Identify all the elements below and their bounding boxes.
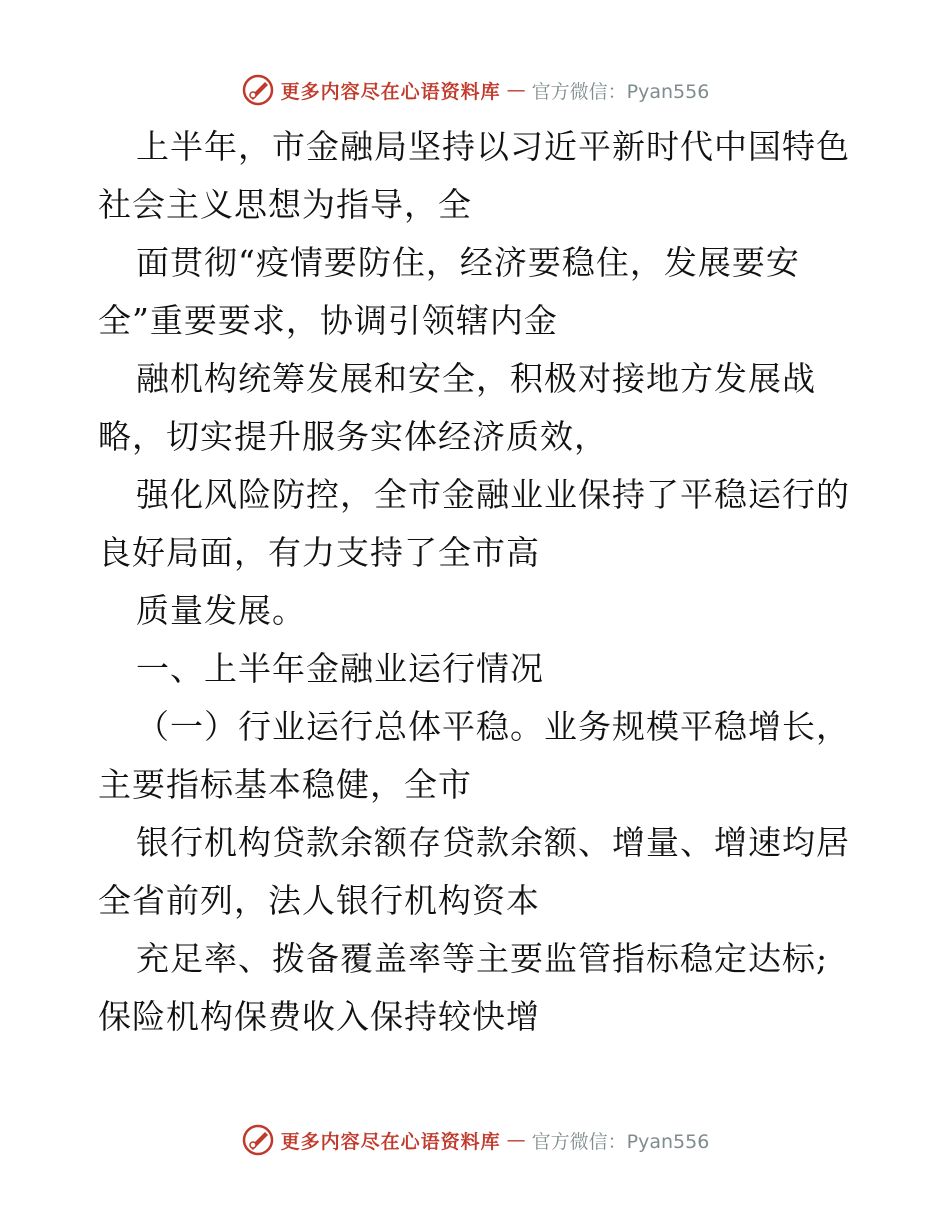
text-line: 保险机构保费收入保持较快增 <box>98 997 540 1036</box>
text-line: 面贯彻“疫情要防住，经济要稳住，发展要安 <box>136 243 800 282</box>
text-line: 强化风险防控，全市金融业业保持了平稳运行的 <box>136 475 850 514</box>
text-line: 质量发展。 <box>136 591 306 630</box>
footer-contact-text: 官方微信：Pyan556 <box>531 1130 710 1153</box>
header-contact-text: 官方微信：Pyan556 <box>531 80 710 103</box>
text-line: 融机构统筹发展和安全，积极对接地方发展战 <box>136 359 816 398</box>
text-line: 略，切实提升服务实体经济质效， <box>98 417 608 456</box>
brand-logo-icon <box>241 1123 275 1157</box>
text-line: 社会主义思想为指导，全 <box>98 185 472 224</box>
header-separator: — <box>506 79 526 101</box>
header-watermark <box>0 70 950 110</box>
footer-brand-text: 更多内容尽在心语资料库 <box>280 1130 501 1153</box>
brand-logo-icon <box>241 73 275 107</box>
text-line: 全”重要要求，协调引领辖内金 <box>98 301 558 340</box>
text-line: 银行机构贷款余额存贷款余额、增量、增速均居 <box>136 823 850 862</box>
footer-separator: — <box>506 1129 526 1151</box>
text-line: 全省前列，法人银行机构资本 <box>98 881 540 920</box>
header-brand-text: 更多内容尽在心语资料库 <box>280 80 501 103</box>
text-line: 充足率、拨备覆盖率等主要监管指标稳定达标; <box>136 939 829 978</box>
text-line: （一）行业运行总体平稳。业务规模平稳增长， <box>136 707 850 746</box>
text-line: 良好局面，有力支持了全市高 <box>98 533 540 572</box>
document-body <box>98 118 858 1046</box>
section-heading: 一、上半年金融业运行情况 <box>136 649 544 688</box>
footer-watermark <box>0 1120 950 1160</box>
text-line: 主要指标基本稳健，全市 <box>98 765 472 804</box>
text-line: 上半年，市金融局坚持以习近平新时代中国特色 <box>136 127 850 166</box>
